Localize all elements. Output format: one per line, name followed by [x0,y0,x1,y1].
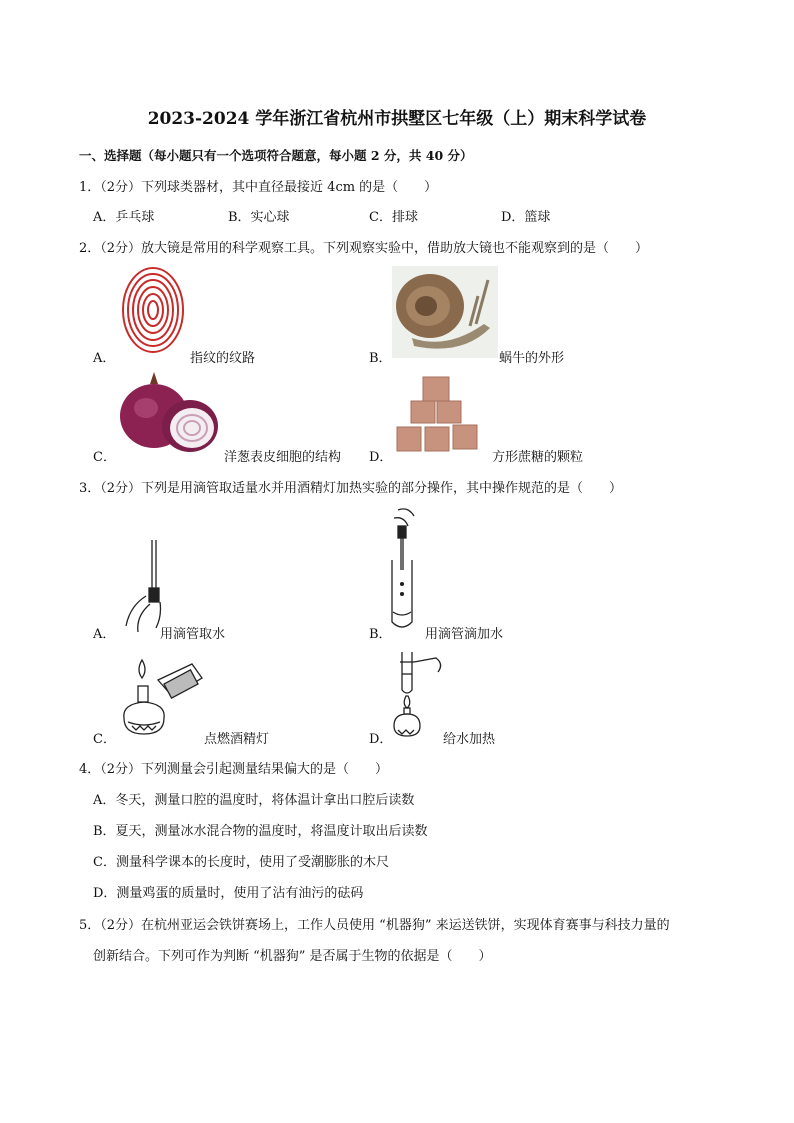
q4-option-a[interactable]: A．冬天，测量口腔的温度时，将体温计拿出口腔后读数 [93,793,415,808]
q2-option-c-caption: 洋葱表皮细胞的结构 [224,450,342,465]
q1-option-c[interactable]: C．排球 [369,210,418,225]
q2-option-a-caption: 指纹的纹路 [190,351,256,366]
q2-option-d-caption: 方形蔗糖的颗粒 [492,450,584,465]
q4-option-c[interactable]: C．测量科学课本的长度时，使用了受潮膨胀的木尺 [93,855,389,870]
q3-option-d-caption: 给水加热 [443,732,496,747]
q4-option-d[interactable]: D．测量鸡蛋的质量时，使用了沾有油污的砝码 [93,886,364,901]
q1-stem: 1．（2分）下列球类器材，其中直径最接近 4cm 的是（ ） [79,180,438,195]
q3-option-c-caption: 点燃酒精灯 [204,732,270,747]
page-title: 2023-2024 学年浙江省杭州市拱墅区七年级（上）期末科学试卷 [147,109,647,129]
q3-stem: 3．（2分）下列是用滴管取适量水并用酒精灯加热实验的部分操作，其中操作规范的是（ ） [79,481,623,496]
q2-option-b-caption: 蜗牛的外形 [499,351,565,366]
q3-option-a-letter[interactable]: A． [93,627,116,642]
q2-option-b-letter[interactable]: B． [369,351,392,366]
q5-stem-line1: 5．（2分）在杭州亚运会铁饼赛场上，工作人员使用 “机器狗” 来运送铁饼，实现体育赛事与科技力量的 [79,918,670,933]
q1-option-d[interactable]: D．篮球 [501,210,551,225]
lighting-alcohol-lamp-diagram [116,656,206,740]
q3-option-c-letter[interactable]: C． [93,732,116,747]
q3-option-b-caption: 用滴管滴加水 [425,627,504,642]
q1-option-a[interactable]: A．乒乓球 [93,210,155,225]
q1-option-b[interactable]: B．实心球 [228,210,290,225]
q4-stem: 4．（2分）下列测量会引起测量结果偏大的是（ ） [79,762,389,777]
q3-option-d-letter[interactable]: D． [369,732,393,747]
q2-option-d-letter[interactable]: D． [369,450,393,465]
q2-stem: 2．（2分）放大镜是常用的科学观察工具。下列观察实验中，借助放大镜也不能观察到的是（ ） [79,241,649,256]
heating-water-diagram [392,648,448,740]
snail-image [392,266,498,358]
q4-option-b[interactable]: B．夏天，测量冰水混合物的温度时，将温度计取出后读数 [93,824,428,839]
q2-option-a-letter[interactable]: A． [93,351,116,366]
dropper-add-water-diagram [388,506,432,636]
fingerprint-image [116,262,190,358]
q3-option-a-caption: 用滴管取水 [160,627,226,642]
q3-option-b-letter[interactable]: B． [369,627,392,642]
dropper-take-water-diagram [116,536,164,636]
q2-option-c-letter[interactable]: C． [93,450,116,465]
q5-stem-line2: 创新结合。下列可作为判断 “机器狗” 是否属于生物的依据是（ ） [93,949,492,964]
section-heading: 一、选择题（每小题只有一个选项符合题意，每小题 2 分，共 40 分） [79,148,473,163]
sugar-cubes-image [395,373,481,457]
onion-image [116,370,222,456]
